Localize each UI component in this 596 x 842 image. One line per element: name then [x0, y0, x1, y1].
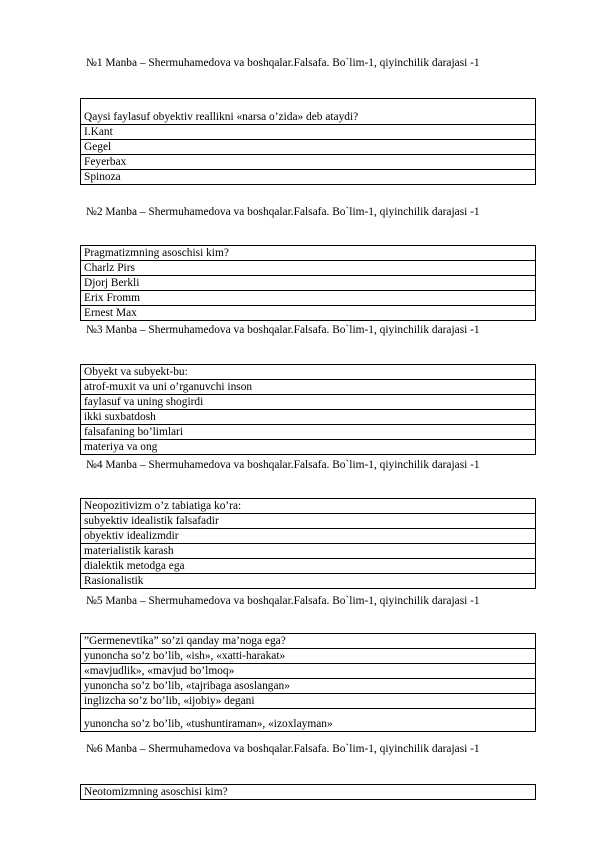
question-text: Obyekt va subyekt-bu:	[81, 365, 536, 380]
answer-option: inglizcha so’z bo’lib, «ijobiy» degani	[81, 694, 536, 709]
answer-option: dialektik metodga ega	[81, 559, 536, 574]
question-text: Neopozitivizm o’z tabiatiga ko’ra:	[81, 499, 536, 514]
answer-option: ikki suxbatdosh	[81, 410, 536, 425]
question-text: Pragmatizmning asoschisi kim?	[81, 246, 536, 261]
answer-option: Erix Fromm	[81, 291, 536, 306]
answer-option: Spinoza	[81, 170, 536, 185]
answer-option: Feyerbax	[81, 155, 536, 170]
question-heading: №2 Manba – Shermuhamedova va boshqalar.Falsafa. Bo`lim-1, qiyinchilik darajasi -1	[86, 206, 480, 218]
question-table	[80, 784, 536, 800]
answer-option: subyektiv idealistik falsafadir	[81, 514, 536, 529]
question-heading: №5 Manba – Shermuhamedova va boshqalar.Falsafa. Bo`lim-1, qiyinchilik darajasi -1	[86, 595, 480, 607]
answer-option: materiya va ong	[81, 440, 536, 455]
answer-option: obyektiv idealizmdir	[81, 529, 536, 544]
question-table	[80, 498, 536, 589]
answer-option: atrof-muxit va uni o’rganuvchi inson	[81, 380, 536, 395]
question-table	[80, 633, 536, 732]
question-text: Qaysi faylasuf obyektiv reallikni «narsa o’zida» deb ataydi?	[81, 99, 536, 125]
question-heading: №3 Manba – Shermuhamedova va boshqalar.Falsafa. Bo`lim-1, qiyinchilik darajasi -1	[86, 324, 480, 336]
answer-option: yunoncha so’z bo’lib, «tushuntiraman», «izoxlayman»	[81, 709, 536, 732]
answer-option: «mavjudlik», «mavjud bo’lmoq»	[81, 664, 536, 679]
answer-option: Gegel	[81, 140, 536, 155]
answer-option: Charlz Pirs	[81, 261, 536, 276]
answer-option: materialistik karash	[81, 544, 536, 559]
question-text: Neotomizmning asoschisi kim?	[81, 785, 536, 800]
question-heading: №1 Manba – Shermuhamedova va boshqalar.Falsafa. Bo`lim-1, qiyinchilik darajasi -1	[86, 57, 480, 69]
answer-option: yunoncha so’z bo’lib, «ish», «xatti-harakat»	[81, 649, 536, 664]
question-table	[80, 98, 536, 185]
question-table	[80, 245, 536, 321]
answer-option: yunoncha so’z bo’lib, «tajribaga asoslangan»	[81, 679, 536, 694]
question-heading: №4 Manba – Shermuhamedova va boshqalar.Falsafa. Bo`lim-1, qiyinchilik darajasi -1	[86, 459, 480, 471]
question-table	[80, 364, 536, 455]
question-heading: №6 Manba – Shermuhamedova va boshqalar.Falsafa. Bo`lim-1, qiyinchilik darajasi -1	[86, 743, 480, 755]
answer-option: Djorj Berkli	[81, 276, 536, 291]
answer-option: Ernest Max	[81, 306, 536, 321]
answer-option: I.Kant	[81, 125, 536, 140]
answer-option: falsafaning bo’limlari	[81, 425, 536, 440]
question-text: ”Germenevtika” so’zi qanday ma’noga ega?	[81, 634, 536, 649]
answer-option: Rasionalistik	[81, 574, 536, 589]
answer-option: faylasuf va uning shogirdi	[81, 395, 536, 410]
